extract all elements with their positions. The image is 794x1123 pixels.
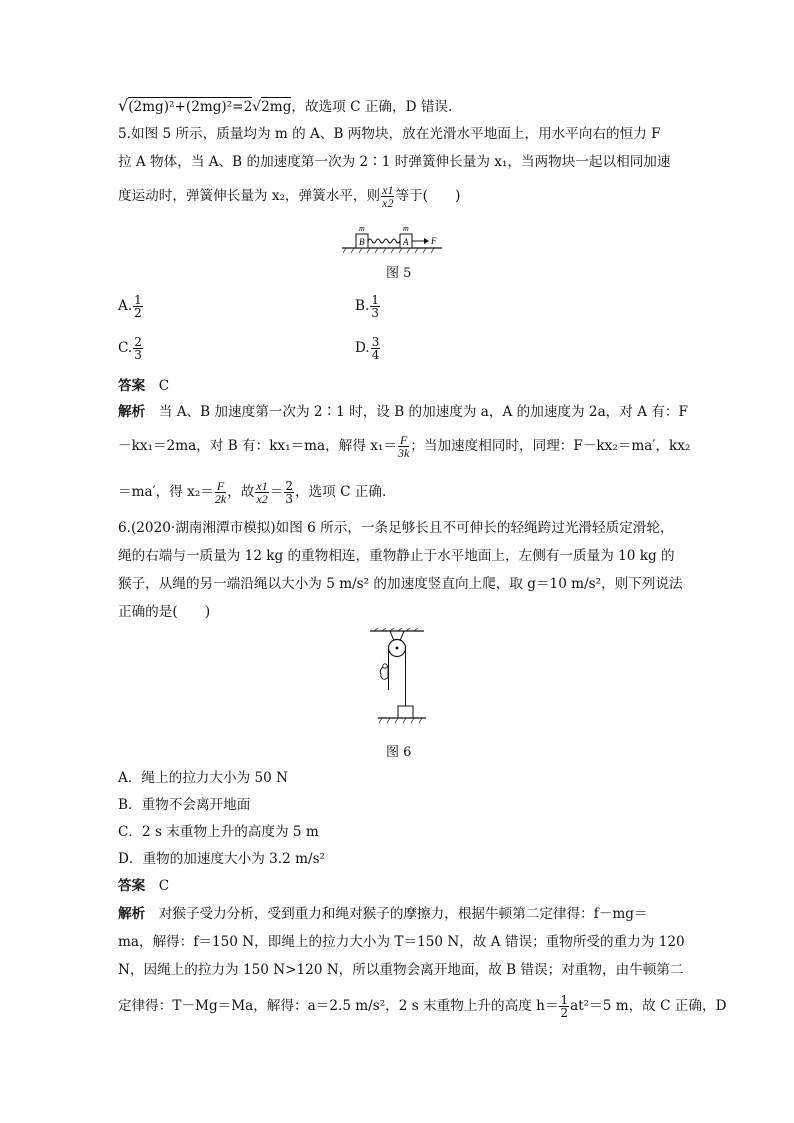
- q6-option-b[interactable]: B．重物不会离开地面: [118, 797, 251, 813]
- sqrt-expression: (2mg)²+(2mg)²=2: [128, 99, 253, 115]
- q5-option-a[interactable]: A. $\frac{1}{2}$: [118, 293, 142, 320]
- q6-stem-line-4: 正确的是( ): [118, 604, 211, 620]
- solution-tail-line: √(2mg)²+(2mg)²=2√2mg，故选项 C 正确，D 错误.: [118, 96, 453, 115]
- q6-stem-line-3: 猴子，从绳的另一端沿绳以大小为 5 m/s² 的加速度竖直向上爬，取 g＝10 m/s²，则下列说法: [118, 576, 683, 592]
- q6-stem-line-2: 绳的右端与一质量为 12 kg 的重物相连，重物静止于水平地面上，左侧有一质量为 10 kg 的: [118, 548, 675, 564]
- label-a: A: [403, 237, 409, 247]
- spring: [368, 239, 400, 243]
- q6-explanation-line-3: N，因绳上的拉力为 150 N>120 N，所以重物会离开地面，故 B 错误；对重物，由牛顿第二: [118, 962, 684, 978]
- q6-explanation-line-4: 定律得：T－Mg＝Ma，解得：a＝2.5 m/s²，2 s 末重物上升的高度 h＝ $\frac{1}{2}$ at²＝5 m，故 C 正确，D: [118, 993, 727, 1020]
- q6-option-c[interactable]: C．2 s 末重物上升的高度为 5 m: [118, 824, 319, 840]
- q6-answer: 答案 C: [118, 878, 170, 894]
- q5-stem-line-3: 度运动时，弹簧伸长量为 x₂，弹簧水平，则 $\frac{x1}{x2}$ 等于( ): [118, 183, 461, 210]
- q5-option-d[interactable]: D. $\frac{3}{4}$: [355, 335, 380, 362]
- weight-block: [398, 706, 413, 718]
- q5-explanation-line-1: 解析 当 A、B 加速度第一次为 2∶1 时，设 B 的加速度为 a，A 的加速度为 2a，对 A 有：F: [118, 404, 688, 420]
- q5-answer: 答案 C: [118, 378, 170, 394]
- q5-stem-line-2: 拉 A 物体，当 A、B 的加速度第一次为 2∶1 时弹簧伸长量为 x₁，当两物块一起以相同加速: [118, 154, 671, 170]
- q6-explanation-line-2: ma，解得：f＝150 N，即绳上的拉力大小为 T＝150 N，故 A 错误；重物所受的重力为 120: [118, 934, 685, 950]
- label-m-b: m: [359, 224, 365, 233]
- q5-option-c[interactable]: C. $\frac{2}{3}$: [118, 335, 142, 362]
- q5-explanation-line-3: ＝ma′，得 x₂＝ $\frac{F}{2k}$ ，故 $\frac{x1}{x2}$ ＝ $\frac{2}{3}$ ，选项 C 正确.: [118, 479, 387, 506]
- q6-explanation-line-1: 解析 对猴子受力分析，受到重力和绳对猴子的摩擦力，根据牛顿第二定律得：f－mg＝: [118, 906, 648, 922]
- ratio-fraction: $\frac{x1}{x2}$: [382, 183, 394, 210]
- label-f: F: [431, 236, 437, 246]
- q5-explanation-line-2: －kx₁＝2ma，对 B 有：kx₁＝ma，解得 x₁＝ $\frac{F}{3k}$ ；当加速度相同时，同理：F－kx₂＝ma′，kx₂: [118, 433, 691, 460]
- figure-5-caption: 图 5: [386, 266, 412, 281]
- figure-6-diagram: [368, 628, 428, 726]
- figure-6-caption: 图 6: [386, 745, 412, 760]
- q5-option-b[interactable]: B. $\frac{1}{3}$: [355, 293, 379, 320]
- q6-option-d[interactable]: D．重物的加速度大小为 3.2 m/s²: [118, 851, 325, 867]
- q5-stem-line-1: 5.如图 5 所示，质量均为 m 的 A、B 两物块，放在光滑水平地面上，用水平向右的恒力 F: [118, 126, 661, 142]
- q6-stem-line-1: 6.(2020·湖南湘潭市模拟)如图 6 所示，一条足够长且不可伸长的轻绳跨过光滑轻质定滑轮，: [118, 520, 674, 536]
- figure-5-diagram: [342, 222, 442, 256]
- label-m-a: m: [403, 224, 409, 233]
- label-b: B: [359, 237, 365, 247]
- q6-option-a[interactable]: A．绳上的拉力大小为 50 N: [118, 770, 288, 786]
